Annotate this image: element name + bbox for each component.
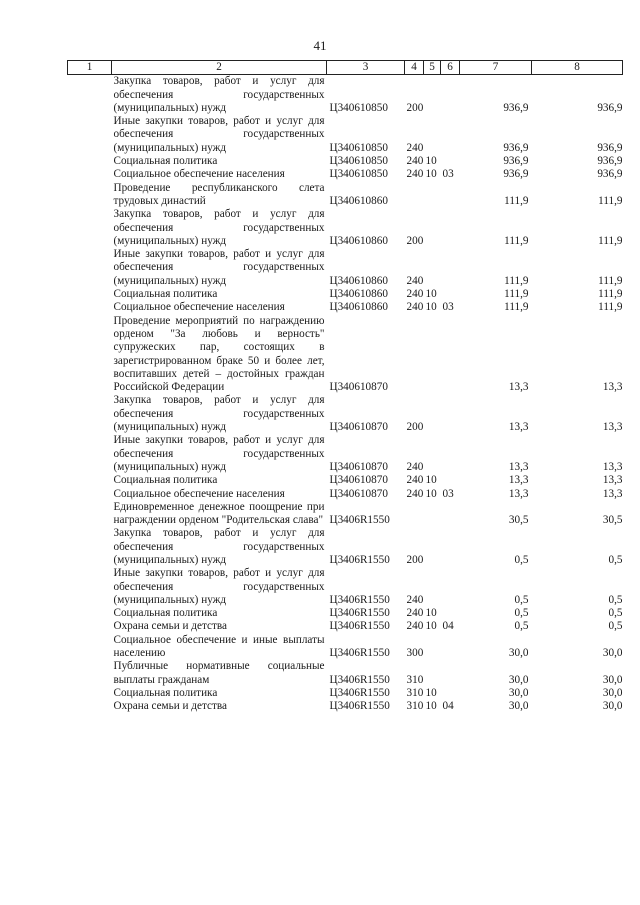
cell-expense-type: [405, 182, 424, 209]
cell-subsection: 04: [442, 620, 454, 633]
cell-target-code: Ц340610850: [329, 141, 388, 154]
cell-expense-type: 240: [406, 141, 424, 154]
cell-amount-col7: 30,0: [508, 673, 529, 686]
cell-description: Иные закупки товаров, работ и услуг для обеспечения государственных (муниципальных) нужд: [113, 248, 325, 287]
cell-section: 10: [425, 620, 437, 633]
cell-section: [424, 434, 441, 474]
table-row: [68, 567, 623, 607]
cell-description: Закупка товаров, работ и услуг для обеспечения государственных (муниципальных) нужд: [113, 208, 325, 247]
cell-amount-col7: 0,5: [514, 553, 529, 566]
header-col-7: 7: [460, 61, 532, 75]
table-row: [68, 301, 623, 314]
table-row: [68, 474, 623, 487]
cell-target-code: Ц340610860: [329, 234, 388, 247]
table-row: [68, 620, 623, 633]
table-row: [68, 687, 623, 700]
cell-amount-col8: 30,0: [602, 647, 623, 660]
cell-index: [68, 288, 112, 301]
cell-amount-col7: 30,0: [508, 647, 529, 660]
cell-index: [68, 634, 112, 661]
table-header-row: [68, 61, 623, 75]
table-row: [68, 75, 623, 115]
cell-amount-col7: 111,9: [504, 288, 529, 301]
cell-amount-col8: 13,3: [602, 381, 623, 394]
cell-target-code: Ц3406R1550: [329, 686, 390, 699]
cell-section: 10: [425, 301, 437, 314]
table-row: [68, 434, 623, 474]
header-col-1: 1: [68, 61, 112, 75]
cell-section: [424, 394, 441, 434]
cell-amount-col7: 111,9: [504, 274, 529, 287]
header-col-6: 6: [441, 61, 460, 75]
cell-section: [424, 660, 441, 687]
cell-description: Социальное обеспечение населения: [113, 168, 285, 181]
cell-expense-type: 240: [406, 593, 424, 606]
cell-expense-type: 240: [406, 607, 424, 620]
cell-description: Охрана семьи и детства: [113, 620, 227, 633]
cell-expense-type: 240: [406, 168, 424, 181]
cell-subsection: [441, 660, 460, 687]
cell-section: [424, 208, 441, 248]
cell-expense-type: 240: [406, 474, 424, 487]
cell-index: [68, 607, 112, 620]
cell-expense-type: 240: [406, 460, 424, 473]
cell-amount-col8: 111,9: [598, 301, 623, 314]
cell-subsection: [441, 182, 460, 209]
cell-index: [68, 115, 112, 155]
cell-target-code: Ц3406R1550: [329, 647, 390, 660]
cell-target-code: Ц340610860: [329, 301, 388, 314]
cell-index: [68, 527, 112, 567]
cell-amount-col8: 936,9: [597, 168, 623, 181]
cell-amount-col7: 13,3: [508, 460, 529, 473]
cell-description: Иные закупки товаров, работ и услуг для обеспечения государственных (муниципальных) нужд: [113, 115, 325, 154]
cell-subsection: [441, 434, 460, 474]
cell-expense-type: 310: [406, 700, 424, 713]
cell-expense-type: [405, 501, 424, 528]
cell-amount-col8: 13,3: [602, 474, 623, 487]
header-col-5: 5: [424, 61, 441, 75]
table-row: [68, 168, 623, 181]
cell-target-code: Ц340610850: [329, 168, 388, 181]
cell-description: Закупка товаров, работ и услуг для обеспечения государственных (муниципальных) нужд: [113, 394, 325, 434]
table-row: [68, 315, 623, 395]
cell-target-code: Ц340610860: [329, 274, 388, 287]
cell-section: [424, 75, 441, 115]
cell-amount-col8: 111,9: [598, 194, 623, 207]
cell-description: Социальная политика: [113, 607, 218, 620]
cell-amount-col7: 0,5: [514, 620, 529, 633]
cell-subsection: [441, 248, 460, 288]
cell-section: 10: [425, 474, 437, 487]
cell-target-code: Ц3406R1550: [329, 514, 390, 527]
table-row: [68, 488, 623, 501]
cell-amount-col8: 30,0: [602, 700, 623, 713]
cell-description: Проведение республиканского слета трудовых династий: [113, 181, 325, 207]
cell-target-code: Ц340610850: [329, 155, 388, 168]
cell-index: [68, 620, 112, 633]
cell-section: 10: [425, 487, 437, 500]
cell-target-code: Ц340610860: [329, 194, 388, 207]
cell-expense-type: 310: [406, 686, 424, 699]
cell-expense-type: [405, 315, 424, 395]
cell-amount-col8: 30,5: [602, 514, 623, 527]
cell-expense-type: 200: [406, 101, 424, 114]
cell-subsection: [441, 501, 460, 528]
cell-expense-type: 240: [406, 487, 424, 500]
cell-section: [424, 115, 441, 155]
cell-expense-type: 300: [406, 647, 424, 660]
cell-section: 10: [425, 700, 437, 713]
cell-amount-col7: 111,9: [504, 234, 529, 247]
cell-description: Закупка товаров, работ и услуг для обеспечения государственных (муниципальных) нужд: [113, 527, 325, 566]
cell-subsection: [441, 315, 460, 395]
cell-index: [68, 315, 112, 395]
cell-amount-col7: 111,9: [504, 194, 529, 207]
cell-amount-col7: 0,5: [514, 593, 529, 606]
table-row: [68, 115, 623, 155]
cell-section: [424, 634, 441, 661]
cell-section: [424, 248, 441, 288]
cell-section: [424, 527, 441, 567]
cell-description: Охрана семьи и детства: [113, 700, 227, 713]
cell-subsection: [441, 567, 460, 607]
cell-subsection: 03: [442, 301, 454, 314]
cell-amount-col7: 111,9: [504, 301, 529, 314]
cell-amount-col7: 936,9: [503, 101, 529, 114]
cell-description: Социальное обеспечение населения: [113, 301, 285, 314]
cell-target-code: Ц340610870: [329, 460, 388, 473]
cell-subsection: [441, 527, 460, 567]
table-row: [68, 527, 623, 567]
cell-target-code: Ц340610870: [329, 421, 388, 434]
cell-index: [68, 301, 112, 314]
cell-amount-col7: 936,9: [503, 155, 529, 168]
cell-index: [68, 394, 112, 434]
cell-target-code: Ц3406R1550: [329, 673, 390, 686]
page-number: 41: [313, 38, 327, 53]
cell-amount-col8: 111,9: [598, 288, 623, 301]
cell-target-code: Ц3406R1550: [329, 607, 390, 620]
cell-description: Единовременное денежное поощрение при награждении орденом "Родительская слава": [113, 500, 325, 527]
cell-target-code: Ц340610870: [329, 381, 388, 394]
cell-amount-col8: 30,0: [602, 686, 623, 699]
cell-expense-type: 240: [406, 288, 424, 301]
cell-amount-col7: 30,5: [508, 514, 529, 527]
cell-subsection: 04: [442, 700, 454, 713]
cell-subsection: [441, 687, 460, 700]
budget-table: [67, 60, 623, 714]
cell-section: 10: [425, 686, 437, 699]
cell-subsection: [441, 474, 460, 487]
cell-amount-col7: 13,3: [508, 487, 529, 500]
cell-index: [68, 660, 112, 687]
cell-index: [68, 687, 112, 700]
table-row: [68, 700, 623, 713]
cell-subsection: [441, 394, 460, 434]
cell-amount-col8: 30,0: [602, 673, 623, 686]
table-row: [68, 660, 623, 687]
cell-amount-col8: 111,9: [598, 234, 623, 247]
cell-target-code: Ц3406R1550: [329, 620, 390, 633]
cell-subsection: 03: [442, 168, 454, 181]
cell-index: [68, 182, 112, 209]
cell-description: Закупка товаров, работ и услуг для обеспечения государственных (муниципальных) нужд: [113, 75, 325, 114]
table-row: [68, 182, 623, 209]
cell-target-code: Ц340610870: [329, 474, 388, 487]
cell-expense-type: 240: [406, 274, 424, 287]
cell-amount-col8: 0,5: [608, 553, 623, 566]
table-row: [68, 394, 623, 434]
cell-section: 10: [425, 155, 437, 168]
table-row: [68, 248, 623, 288]
cell-description: Социальная политика: [113, 155, 218, 168]
cell-subsection: 03: [442, 487, 454, 500]
cell-description: Социальная политика: [113, 474, 218, 487]
cell-subsection: [441, 155, 460, 168]
cell-description: Социальное обеспечение населения: [113, 487, 285, 500]
cell-index: [68, 488, 112, 501]
cell-target-code: Ц3406R1550: [329, 553, 390, 566]
cell-amount-col8: 0,5: [608, 607, 623, 620]
table-row: [68, 208, 623, 248]
cell-amount-col7: 13,3: [508, 381, 529, 394]
cell-amount-col8: 936,9: [597, 155, 623, 168]
cell-index: [68, 567, 112, 607]
cell-description: Иные закупки товаров, работ и услуг для обеспечения государственных (муниципальных) нужд: [113, 567, 325, 606]
cell-amount-col7: 13,3: [508, 421, 529, 434]
cell-description: Социальная политика: [113, 686, 218, 699]
cell-subsection: [441, 288, 460, 301]
cell-amount-col8: 0,5: [608, 593, 623, 606]
table-body: [68, 75, 623, 714]
cell-expense-type: 240: [406, 155, 424, 168]
table-row: [68, 155, 623, 168]
cell-amount-col7: 30,0: [508, 686, 529, 699]
table-row: [68, 288, 623, 301]
cell-expense-type: 200: [406, 234, 424, 247]
cell-amount-col7: 13,3: [508, 474, 529, 487]
cell-section: [424, 182, 441, 209]
cell-index: [68, 700, 112, 713]
cell-subsection: [441, 75, 460, 115]
cell-amount-col8: 13,3: [602, 421, 623, 434]
cell-section: 10: [425, 607, 437, 620]
cell-amount-col8: 111,9: [598, 274, 623, 287]
cell-index: [68, 474, 112, 487]
cell-index: [68, 434, 112, 474]
cell-expense-type: 310: [406, 673, 424, 686]
header-col-2: 2: [112, 61, 327, 75]
table-row: [68, 501, 623, 528]
cell-section: [424, 315, 441, 395]
cell-expense-type: 240: [406, 620, 424, 633]
cell-index: [68, 155, 112, 168]
cell-target-code: Ц3406R1550: [329, 593, 390, 606]
cell-amount-col8: 936,9: [597, 141, 623, 154]
cell-amount-col7: 936,9: [503, 168, 529, 181]
cell-description: Проведение мероприятий по награждению орденом "За любовь и верность" супружеских пар, состоящих в зарегистрированном браке 50 и более лет, воспитавших детей – достойных граждан Российской Федерации: [113, 314, 325, 394]
cell-expense-type: 200: [406, 553, 424, 566]
header-col-8: 8: [532, 61, 623, 75]
cell-index: [68, 75, 112, 115]
cell-description: Социальное обеспечение и иные выплаты населению: [113, 633, 325, 660]
cell-amount-col8: 0,5: [608, 620, 623, 633]
cell-subsection: [441, 634, 460, 661]
cell-expense-type: 200: [406, 421, 424, 434]
cell-target-code: Ц340610870: [329, 487, 388, 500]
cell-index: [68, 208, 112, 248]
cell-target-code: Ц340610850: [329, 101, 388, 114]
cell-amount-col8: 936,9: [597, 101, 623, 114]
table-row: [68, 607, 623, 620]
cell-index: [68, 501, 112, 528]
cell-description: Социальная политика: [113, 288, 218, 301]
cell-description: Иные закупки товаров, работ и услуг для обеспечения государственных (муниципальных) нужд: [113, 434, 325, 473]
cell-expense-type: 240: [406, 301, 424, 314]
cell-description: Публичные нормативные социальные выплаты гражданам: [113, 660, 325, 686]
cell-index: [68, 248, 112, 288]
table-row: [68, 634, 623, 661]
cell-target-code: Ц3406R1550: [329, 700, 390, 713]
cell-section: [424, 501, 441, 528]
cell-section: 10: [425, 168, 437, 181]
cell-target-code: Ц340610860: [329, 288, 388, 301]
cell-subsection: [441, 208, 460, 248]
cell-section: [424, 567, 441, 607]
cell-section: 10: [425, 288, 437, 301]
cell-index: [68, 168, 112, 181]
cell-amount-col7: 30,0: [508, 700, 529, 713]
header-col-3: 3: [327, 61, 405, 75]
cell-amount-col7: 936,9: [503, 141, 529, 154]
cell-subsection: [441, 607, 460, 620]
header-col-4: 4: [405, 61, 424, 75]
cell-amount-col8: 13,3: [602, 487, 623, 500]
cell-amount-col7: 0,5: [514, 607, 529, 620]
cell-amount-col8: 13,3: [602, 460, 623, 473]
cell-subsection: [441, 115, 460, 155]
